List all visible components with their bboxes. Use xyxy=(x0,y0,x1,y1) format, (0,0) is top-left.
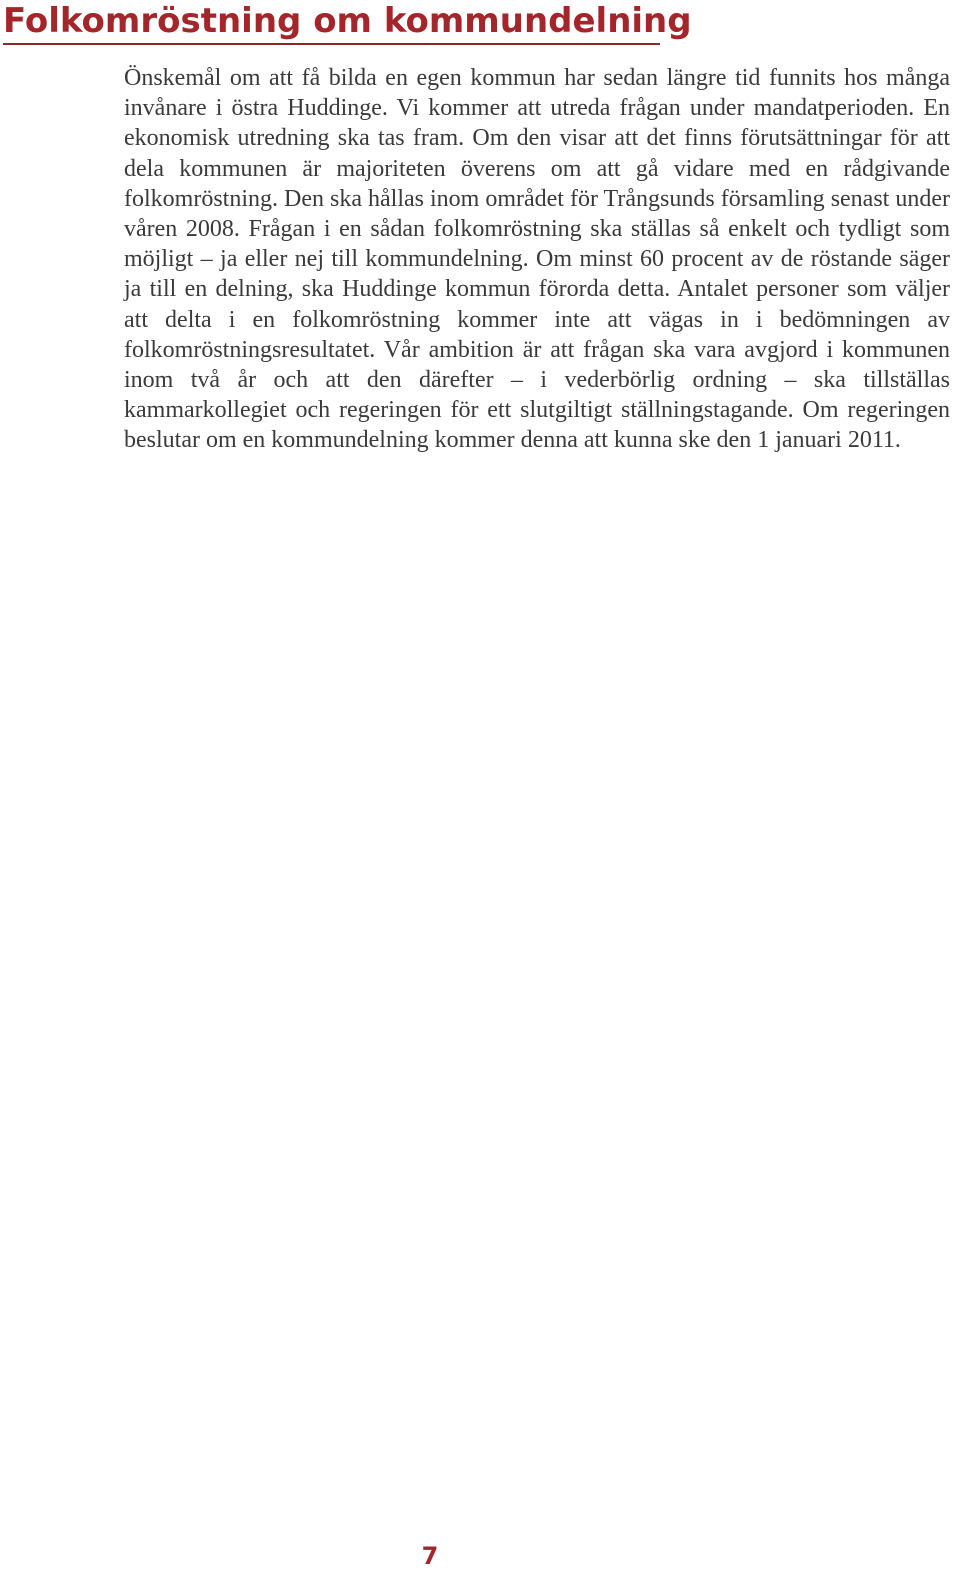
page-number: 7 xyxy=(421,1542,439,1570)
body-paragraph: Önskemål om att få bilda en egen kommun har sedan längre tid funnits hos många invånare i östra Huddinge. Vi kommer att utreda frågan under mandatperioden. En ekonomisk utredning ska tas fram. Om den visar att det finns förutsättningar för att dela kommunen är majoriteten överens om att gå vidare med en rådgivande folkomröstning. Den ska hållas inom området för Trångsunds församling senast under våren 2008. Frågan i en sådan folkomröstning ska ställas så enkelt och tydligt som möjligt – ja eller nej till kommundelning. Om minst 60 procent av de röstande säger ja till en delning, ska Huddinge kommun förorda detta. Antalet personer som väljer att delta i en folkomröstning kommer inte att vägas in i bedömningen av folkomröstningsresultatet. Vår ambition är att frågan ska vara avgjord i kommunen inom två år och att den därefter – i vederbörlig ordning – ska tillställas kammarkollegiet och regeringen för ett slutgiltigt ställningstagande. Om regeringen beslutar om en kommundelning kommer denna att kunna ske den 1 januari 2011. xyxy=(124,65,950,454)
page-title: Folkomröstning om kommundelning xyxy=(3,0,660,45)
